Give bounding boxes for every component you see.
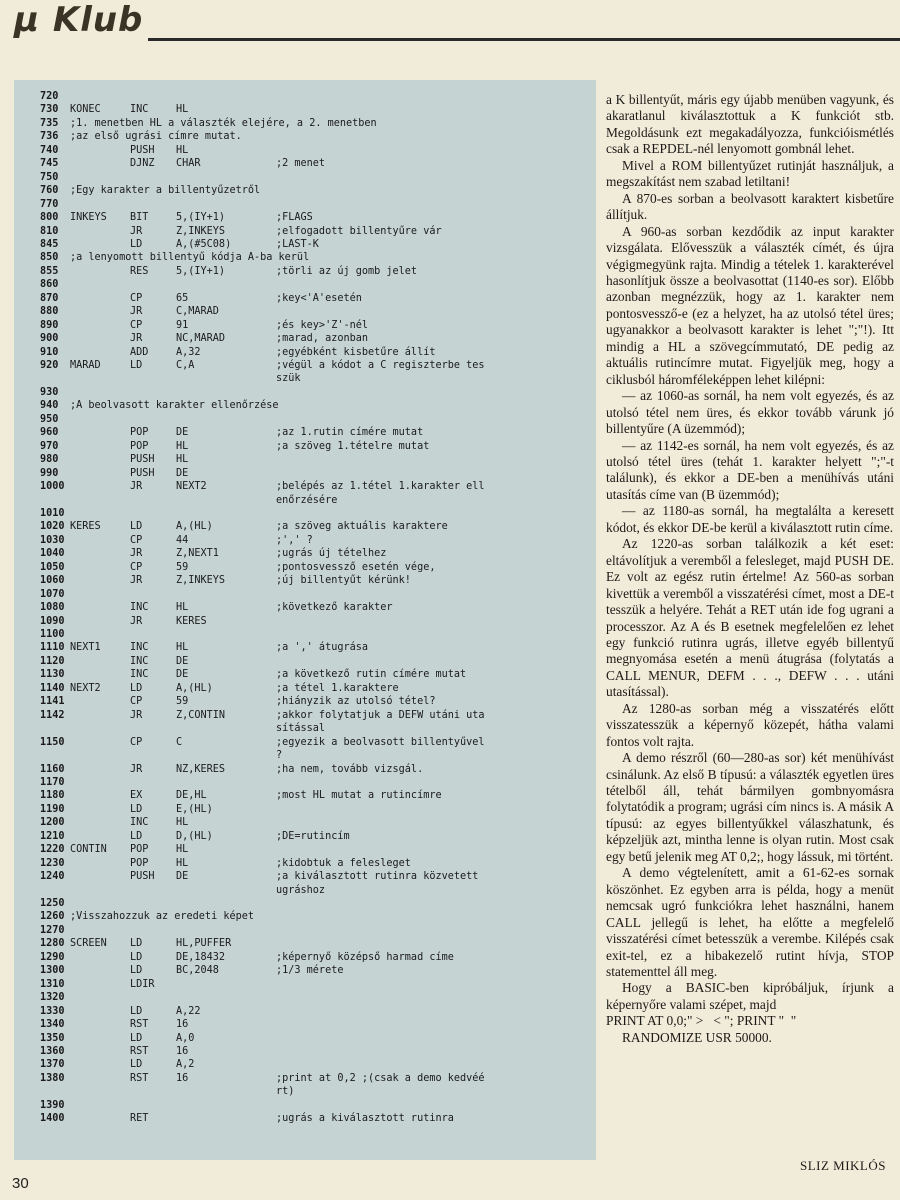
code-comment: ;',' ? <box>276 534 313 546</box>
code-comment: enőrzésére <box>276 494 338 506</box>
code-comment: ;a szöveg 1.tételre mutat <box>276 440 430 452</box>
line-number: 1340 <box>40 1019 65 1031</box>
code-comment: ;a szöveg aktuális karaktere <box>276 521 448 533</box>
code-comment: ;és key>'Z'-nél <box>276 319 369 331</box>
line-number: 1350 <box>40 1032 65 1044</box>
line-number: 1300 <box>40 965 65 977</box>
line-number: 1390 <box>40 1099 65 1111</box>
code-opcode: JR <box>130 306 143 318</box>
line-number: 760 <box>40 185 59 197</box>
line-number: 1150 <box>40 736 65 748</box>
code-comment: ;következő karakter <box>276 602 393 614</box>
code-operand: 16 <box>176 1072 189 1084</box>
code-comment: ;a ',' átugrása <box>276 642 369 654</box>
code-opcode: RET <box>130 1113 149 1125</box>
magazine-masthead: µ Klub <box>14 0 144 40</box>
code-label: CONTIN <box>70 844 107 856</box>
article-paragraph: A demo végtelenített, amit a 61-62-es sornak köszönhet. Ez egyben arra is példa, hogy a menüt nemcsak ugró funkciókra lehet használni, hanem CALL jellegű is lehet, ha előtte a megfelelő visszatérési címet betesszük a verembe. Kilépés csak exit-tel, ez a hibakezelő rutint hívja, STOP statementtel áll meg. <box>606 865 894 980</box>
line-number: 1160 <box>40 763 65 775</box>
code-comment: ;pontosvessző esetén vége, <box>276 561 436 573</box>
code-comment: ;LAST-K <box>276 238 319 250</box>
code-opcode: LD <box>130 360 143 371</box>
code-operand: DE,HL <box>176 790 207 802</box>
code-opcode: POP <box>130 844 149 856</box>
code-opcode: PUSH <box>130 467 155 479</box>
line-number: 860 <box>40 279 59 291</box>
code-comment: ;egyezik a beolvasott billentyűvel <box>276 736 485 748</box>
code-opcode: LD <box>130 1005 143 1017</box>
code-operand: HL <box>176 602 189 614</box>
line-number: 1210 <box>40 830 65 842</box>
code-opcode: JR <box>130 548 143 560</box>
code-opcode: CP <box>130 292 143 304</box>
code-comment: ;elfogadott billentyűre vár <box>276 225 442 237</box>
code-comment: ;belépés az 1.tétel 1.karakter ell <box>276 481 485 493</box>
code-opcode: JR <box>130 225 143 237</box>
line-number: 736 <box>40 131 59 143</box>
code-opcode: POP <box>130 440 149 452</box>
code-label: NEXT2 <box>70 682 101 694</box>
code-opcode: CP <box>130 319 143 331</box>
code-comment: ;Egy karakter a billentyűzetről <box>70 185 261 197</box>
line-number: 1070 <box>40 588 65 600</box>
code-opcode: LD <box>130 830 143 842</box>
code-operand: DE <box>176 655 189 667</box>
code-operand: 91 <box>176 319 189 331</box>
code-opcode: INC <box>130 817 149 829</box>
code-opcode: LD <box>130 682 143 694</box>
article-paragraph: RANDOMIZE USR 50000. <box>622 1029 772 1045</box>
line-number: 1220 <box>40 844 65 856</box>
line-number: 910 <box>40 346 59 358</box>
masthead-rule <box>148 38 900 41</box>
code-opcode: ADD <box>130 346 149 358</box>
code-operand: 16 <box>176 1019 189 1031</box>
line-number: 1230 <box>40 857 65 869</box>
code-comment: ugráshoz <box>276 884 326 896</box>
line-number: 940 <box>40 400 59 412</box>
code-opcode: RST <box>130 1019 149 1031</box>
code-comment: ;hiányzik az utolsó tétel? <box>276 696 436 708</box>
code-opcode: LD <box>130 1059 143 1071</box>
line-number: 980 <box>40 454 59 466</box>
code-comment: ;ha nem, tovább vizsgál. <box>276 763 424 775</box>
article-paragraph: PRINT AT 0,0;" > < "; PRINT " " <box>606 1013 797 1029</box>
article-paragraph: A 870-es sorban a beolvasott karaktert kisbetűre állítjuk. <box>606 190 894 223</box>
line-number: 1100 <box>40 629 65 640</box>
code-comment: ;Visszahozzuk az eredeti képet <box>70 911 255 923</box>
code-operand: 44 <box>176 534 189 546</box>
code-opcode: LD <box>130 951 143 963</box>
code-operand: NZ,KERES <box>176 763 226 775</box>
line-number: 880 <box>40 306 59 318</box>
code-label: INKEYS <box>70 212 107 224</box>
code-opcode: INC <box>130 655 149 667</box>
code-opcode: RES <box>130 265 149 277</box>
code-comment: ;2 menet <box>276 158 326 170</box>
code-operand: 16 <box>176 1045 189 1057</box>
code-operand: D,(HL) <box>176 830 213 842</box>
code-opcode: LD <box>130 803 143 815</box>
code-opcode: POP <box>130 857 149 869</box>
code-opcode: JR <box>130 709 143 721</box>
line-number: 1141 <box>40 696 65 708</box>
line-number: 1200 <box>40 817 65 829</box>
code-operand: A,(HL) <box>176 521 213 533</box>
code-opcode: RST <box>130 1045 149 1057</box>
line-number: 890 <box>40 319 59 331</box>
line-number: 850 <box>40 252 59 264</box>
line-number: 1310 <box>40 978 65 990</box>
code-operand: HL <box>176 440 189 452</box>
article-paragraph: Az 1280-as sorban még a visszatérés előtt visszatesszük a képernyő közepét, hátha valami fontos volt rajta. <box>606 700 894 749</box>
code-operand: HL <box>176 844 189 856</box>
code-opcode: INC <box>130 602 149 614</box>
code-operand: Z,CONTIN <box>176 709 226 721</box>
code-comment: ;ugrás új tételhez <box>276 548 387 560</box>
article-paragraph: A 960-as sorban kezdődik az input karakter vizsgálata. Elővesszük a választék címét, és újra végigmegyünk rajta. Mindig a tételek 1. karakterével hasonlítjuk össze a beolvasottat (1140-es sor). Előbb azonban megnézzük, hogy az 1. karakter nem pontosvessző-e (ez a helyzet, ha az utolsó tétel üres; ugyanakkor a beolvasott karakter is lehet ";"!). Itt mindig a HL a szövegcímmutató, DE pedig az aktuális rutincímre mutat. Figyeljük meg, hogy a ciklusból háromféleképpen lehet kilépni: <box>606 223 894 387</box>
code-comment: ;akkor folytatjuk a DEFW utáni uta <box>276 709 485 721</box>
code-operand: NC,MARAD <box>176 333 226 345</box>
code-comment: ;végül a kódot a C regiszterbe tes <box>276 360 485 371</box>
line-number: 1142 <box>40 709 65 721</box>
code-opcode: LD <box>130 938 143 950</box>
code-opcode: CP <box>130 736 143 748</box>
code-comment: ;kidobtuk a felesleget <box>276 857 411 869</box>
code-operand: NEXT2 <box>176 481 207 493</box>
code-comment: ? <box>276 750 283 762</box>
code-operand: C <box>176 736 183 748</box>
line-number: 1280 <box>40 938 65 950</box>
code-operand: C,MARAD <box>176 306 219 318</box>
code-operand: BC,2048 <box>176 965 219 977</box>
line-number: 735 <box>40 117 59 129</box>
code-opcode: CP <box>130 561 143 573</box>
line-number: 1290 <box>40 951 65 963</box>
code-label: SCREEN <box>70 938 107 950</box>
line-number: 1040 <box>40 548 65 560</box>
code-operand: Z,INKEYS <box>176 225 226 237</box>
article-paragraph: Hogy a BASIC-ben kipróbáljuk, írjunk a képernyőre valami szépet, majd <box>606 980 894 1012</box>
line-number: 1330 <box>40 1005 65 1017</box>
code-operand: HL <box>176 454 189 466</box>
article-paragraph: — az 1060-as sornál, ha nem volt egyezés, és az utolsó tétel nem üres, és ekkor tovább várunk jó billentyűre (A üzemmód); <box>606 388 894 437</box>
line-number: 1170 <box>40 776 65 788</box>
code-operand: HL <box>176 857 189 869</box>
code-operand: A,(#5C08) <box>176 238 232 250</box>
code-operand: E,(HL) <box>176 803 213 815</box>
code-operand: DE <box>176 871 189 883</box>
code-opcode: EX <box>130 790 143 802</box>
line-number: 1370 <box>40 1059 65 1071</box>
code-operand: C,A <box>176 360 195 371</box>
article-paragraph: Mivel a ROM billentyűzet rutinját használjuk, a megszakítást nem szabad letiltani! <box>606 157 894 190</box>
code-comment: ;az 1.rutin címére mutat <box>276 427 424 439</box>
line-number: 845 <box>40 238 59 250</box>
code-operand: A,(HL) <box>176 682 213 694</box>
code-opcode: JR <box>130 575 143 587</box>
code-opcode: INC <box>130 642 149 654</box>
code-operand: A,2 <box>176 1059 195 1071</box>
line-number: 1250 <box>40 898 65 909</box>
code-opcode: PUSH <box>130 454 155 466</box>
code-operand: HL <box>176 642 189 654</box>
code-opcode: LDIR <box>130 978 155 990</box>
code-label: MARAD <box>70 360 101 371</box>
code-opcode: CP <box>130 534 143 546</box>
code-operand: HL <box>176 817 189 829</box>
line-number: 740 <box>40 144 59 156</box>
code-operand: Z,NEXT1 <box>176 548 219 560</box>
code-opcode: CP <box>130 696 143 708</box>
line-number: 1090 <box>40 615 65 627</box>
line-number: 1260 <box>40 911 65 923</box>
code-opcode: LD <box>130 965 143 977</box>
code-operand: CHAR <box>176 158 201 170</box>
line-number: 1360 <box>40 1045 65 1057</box>
line-number: 1110 <box>40 642 65 654</box>
code-opcode: JR <box>130 615 143 627</box>
code-comment: ;1. menetben HL a választék elejére, a 2. menetben <box>70 117 377 129</box>
article-paragraph: A demo részről (60—280-as sor) két menühívást csinálunk. Az első B típusú: a választék egyetlen üres tételből áll, tehát bármilyen gombnyomásra folytatódik a program; ugrási cím nincs is. A másik A típusú: az egyes billentyűkkel válaszhatunk, és képzeljük azt, mintha lenne is olyan rutin. Most csak egy betű jelenik meg AT 0,2;, hogy lássuk, mi történt. <box>606 750 894 864</box>
code-opcode: POP <box>130 427 149 439</box>
code-label: KERES <box>70 521 101 533</box>
line-number: 1320 <box>40 992 65 1004</box>
code-opcode: JR <box>130 763 143 775</box>
line-number: 1140 <box>40 682 65 694</box>
line-number: 1240 <box>40 871 65 883</box>
line-number: 990 <box>40 467 59 479</box>
line-number: 1380 <box>40 1072 65 1084</box>
code-comment: sítással <box>276 723 326 735</box>
line-number: 920 <box>40 360 59 371</box>
code-comment: ;1/3 mérete <box>276 965 344 977</box>
code-operand: 5,(IY+1) <box>176 265 226 277</box>
line-number: 970 <box>40 440 59 452</box>
line-number: 870 <box>40 292 59 304</box>
code-opcode: LD <box>130 521 143 533</box>
code-operand: DE <box>176 669 189 681</box>
article-paragraph: — az 1142-es sornál, ha nem volt egyezés, és az utolsó tétel üres (tehát 1. karakter helyett ";"-t találunk), és ekkor a DE-ben a menühívás utáni utasítás címe van (B üzemmód); <box>606 437 894 502</box>
line-number: 1180 <box>40 790 65 802</box>
line-number: 1120 <box>40 655 65 667</box>
code-operand: 5,(IY+1) <box>176 212 226 224</box>
code-operand: 59 <box>176 696 189 708</box>
line-number: 855 <box>40 265 59 277</box>
line-number: 1000 <box>40 481 65 493</box>
code-opcode: BIT <box>130 212 149 224</box>
code-comment: ;marad, azonban <box>276 333 369 345</box>
code-operand: A,32 <box>176 346 201 358</box>
code-opcode: LD <box>130 238 143 250</box>
code-comment: szük <box>276 373 301 385</box>
code-comment: ;új billentyűt kérünk! <box>276 575 411 587</box>
code-operand: A,0 <box>176 1032 195 1044</box>
line-number: 1050 <box>40 561 65 573</box>
code-comment: ;A beolvasott karakter ellenőrzése <box>70 400 279 412</box>
article-paragraph: Az 1220-as sorban találkozik a két eset: eltávolítjuk a veremből a felesleget, majd PUSH DE. Ez volt az egész rutin értelme! Az 560-as sorban kivettük a veremből a visszatérési címet, most a DE-t tesszük a helyére. Tehát a RET után ide fog ugrani a processzor. Az A és B esetnek megfelelően ez lehet egy funkció rutinra ugrás, illetve egyéb billentyű megnyomása esetén a menü átugrása (folytatás a CALL MENUR, DEFM . . ., DEFW . . . utáni utasítással). <box>606 536 894 700</box>
code-opcode: DJNZ <box>130 158 155 170</box>
code-operand: 59 <box>176 561 189 573</box>
article-paragraph: — az 1180-as sornál, ha megtalálta a keresett kódot, és ekkor DE-be kerül a kiválasztott rutin címe. <box>606 503 894 535</box>
code-comment: ;egyébként kisbetűre állít <box>276 346 436 358</box>
line-number: 1400 <box>40 1113 65 1125</box>
code-operand: Z,INKEYS <box>176 575 226 587</box>
line-number: 800 <box>40 212 59 224</box>
line-number: 1190 <box>40 803 65 815</box>
code-opcode: RST <box>130 1072 149 1084</box>
line-number: 900 <box>40 333 59 345</box>
code-operand: HL <box>176 104 189 116</box>
code-comment: rt) <box>276 1086 295 1098</box>
code-operand: A,22 <box>176 1005 201 1017</box>
code-operand: HL,PUFFER <box>176 938 232 950</box>
code-comment: ;most HL mutat a rutincímre <box>276 790 442 802</box>
author-signature: SLIZ MIKLÓS <box>799 1158 886 1173</box>
code-comment: ;a lenyomott billentyű kódja A-ba kerül <box>70 252 310 264</box>
line-number: 1030 <box>40 534 65 546</box>
article-text <box>606 92 894 1046</box>
line-number: 1080 <box>40 602 65 614</box>
code-comment: ;képernyő középső harmad címe <box>276 951 454 963</box>
code-comment: ;ugrás a kiválasztott rutinra <box>276 1113 454 1125</box>
line-number: 1060 <box>40 575 65 587</box>
code-operand: KERES <box>176 615 207 627</box>
code-operand: HL <box>176 144 189 156</box>
code-listing <box>14 80 596 1160</box>
code-operand: DE <box>176 427 189 439</box>
code-comment: ;FLAGS <box>276 212 313 224</box>
code-comment: ;törli az új gomb jelet <box>276 265 418 277</box>
code-comment: ;DE=rutincím <box>276 830 350 842</box>
line-number: 730 <box>40 104 59 116</box>
code-comment: ;print at 0,2 ;(csak a demo kedvéé <box>276 1072 485 1084</box>
article-paragraph: a K billentyűt, máris egy újabb menüben vagyunk, és akaratlanul kiválasztottuk a K funkciót stb. Megoldásunk ezt megakadályozza, funkcióismétlés csak a REPDEL-nél lenyomott gombnál lehet. <box>606 92 894 157</box>
line-number: 1020 <box>40 521 65 533</box>
code-opcode: JR <box>130 481 143 493</box>
line-number: 720 <box>40 91 59 102</box>
code-opcode: INC <box>130 104 149 116</box>
code-comment: ;a kiválasztott rutinra közvetett <box>276 871 479 883</box>
line-number: 770 <box>40 198 59 210</box>
line-number: 950 <box>40 413 59 425</box>
line-number: 745 <box>40 158 59 170</box>
line-number: 810 <box>40 225 59 237</box>
code-opcode: INC <box>130 669 149 681</box>
code-label: NEXT1 <box>70 642 101 654</box>
code-comment: ;az első ugrási címre mutat. <box>70 131 242 143</box>
line-number: 1010 <box>40 507 65 519</box>
line-number: 960 <box>40 427 59 439</box>
code-comment: ;a következő rutin címére mutat <box>276 669 467 681</box>
code-opcode: LD <box>130 1032 143 1044</box>
line-number: 750 <box>40 171 59 183</box>
code-label: KONEC <box>70 104 101 116</box>
code-opcode: PUSH <box>130 871 155 883</box>
line-number: 1130 <box>40 669 65 681</box>
code-operand: DE,18432 <box>176 951 226 963</box>
code-opcode: JR <box>130 333 143 345</box>
code-operand: 65 <box>176 292 189 304</box>
line-number: 1270 <box>40 924 65 936</box>
line-number: 930 <box>40 386 59 398</box>
code-opcode: PUSH <box>130 144 155 156</box>
code-comment: ;key<'A'esetén <box>276 292 362 304</box>
page-number: 30 <box>12 1175 29 1192</box>
code-operand: DE <box>176 467 189 479</box>
code-comment: ;a tétel 1.karaktere <box>276 682 399 694</box>
